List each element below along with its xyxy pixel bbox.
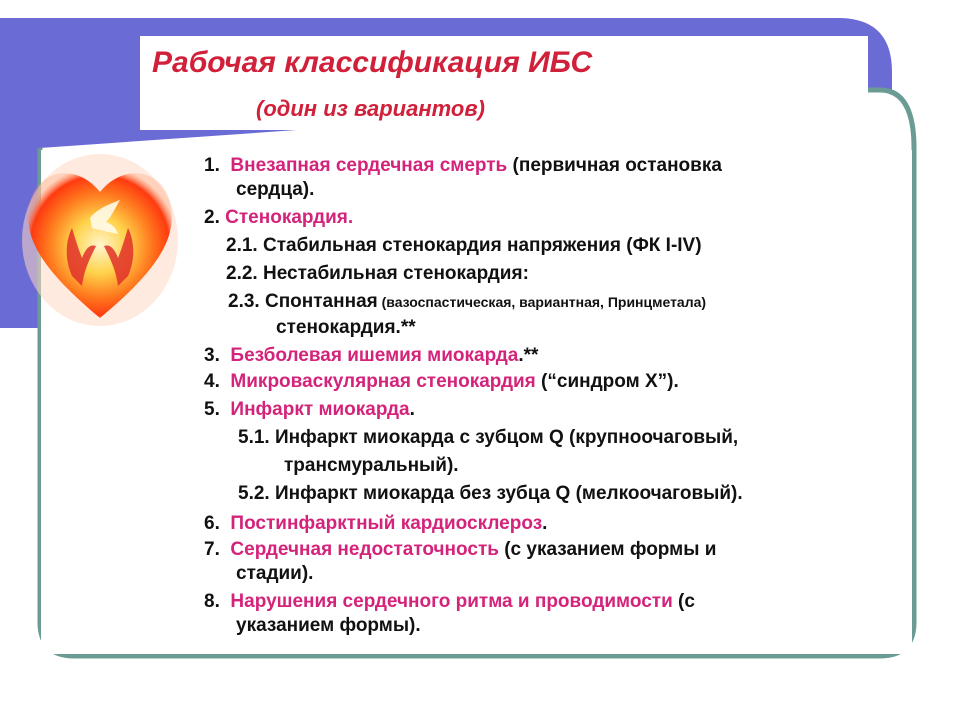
list-item-2: 2. Стенокардия. (204, 207, 354, 228)
list-item-8: 8. Нарушения сердечного ритма и проводимости (с (204, 591, 695, 612)
item-6-highlight: Постинфарктный кардиосклероз (230, 513, 543, 534)
slide-subtitle: (один из вариантов) (256, 96, 485, 121)
item-1-highlight: Внезапная сердечная смерть (230, 155, 508, 176)
list-item-5-1: 5.1. Инфаркт миокарда с зубцом Q (крупноочаговый, (238, 427, 739, 448)
title-box (140, 36, 868, 130)
list-item-5-1-continued: трансмуральный). (284, 455, 459, 476)
item-3-highlight: Безболевая ишемия миокарда (230, 345, 519, 366)
item-2-highlight: Стенокардия. (225, 207, 354, 228)
list-item-2-2: 2.2. Нестабильная стенокардия: (226, 263, 529, 284)
item-7-highlight: Сердечная недостаточность (230, 539, 499, 560)
item-4-highlight: Микроваскулярная стенокардия (230, 371, 536, 392)
list-item-3: 3. Безболевая ишемия миокарда.** (204, 345, 539, 366)
item-8-highlight: Нарушения сердечного ритма и проводимости (230, 591, 673, 612)
list-item-1-continued: сердца). (236, 179, 315, 200)
list-item-5: 5. Инфаркт миокарда. (204, 399, 415, 420)
list-item-2-3-continued: стенокардия.** (276, 317, 416, 338)
list-item-7: 7. Сердечная недостаточность (с указанием формы и (204, 539, 717, 560)
list-item-7-continued: стадии). (236, 563, 314, 584)
item-5-highlight: Инфаркт миокарда (230, 399, 410, 420)
list-item-4: 4. Микроваскулярная стенокардия (“синдром X”). (204, 371, 679, 392)
heart-hands-icon (20, 148, 180, 328)
list-item-2-3: 2.3. Спонтанная (вазоспастическая, вариантная, Принцметала) (228, 291, 707, 312)
slide-title: Рабочая классификация ИБС (152, 46, 593, 79)
list-item-6: 6. Постинфарктный кардиосклероз. (204, 513, 548, 534)
list-item-1: 1. Внезапная сердечная смерть (первичная остановка (204, 155, 722, 176)
item-2-3-note: (вазоспастическая, вариантная, Принцметала) (377, 294, 707, 310)
list-item-2-1: 2.1. Стабильная стенокардия напряжения (ФК I-IV) (226, 235, 702, 256)
list-item-5-2: 5.2. Инфаркт миокарда без зубца Q (мелкоочаговый). (238, 483, 743, 504)
list-item-8-continued: указанием формы). (236, 615, 421, 636)
